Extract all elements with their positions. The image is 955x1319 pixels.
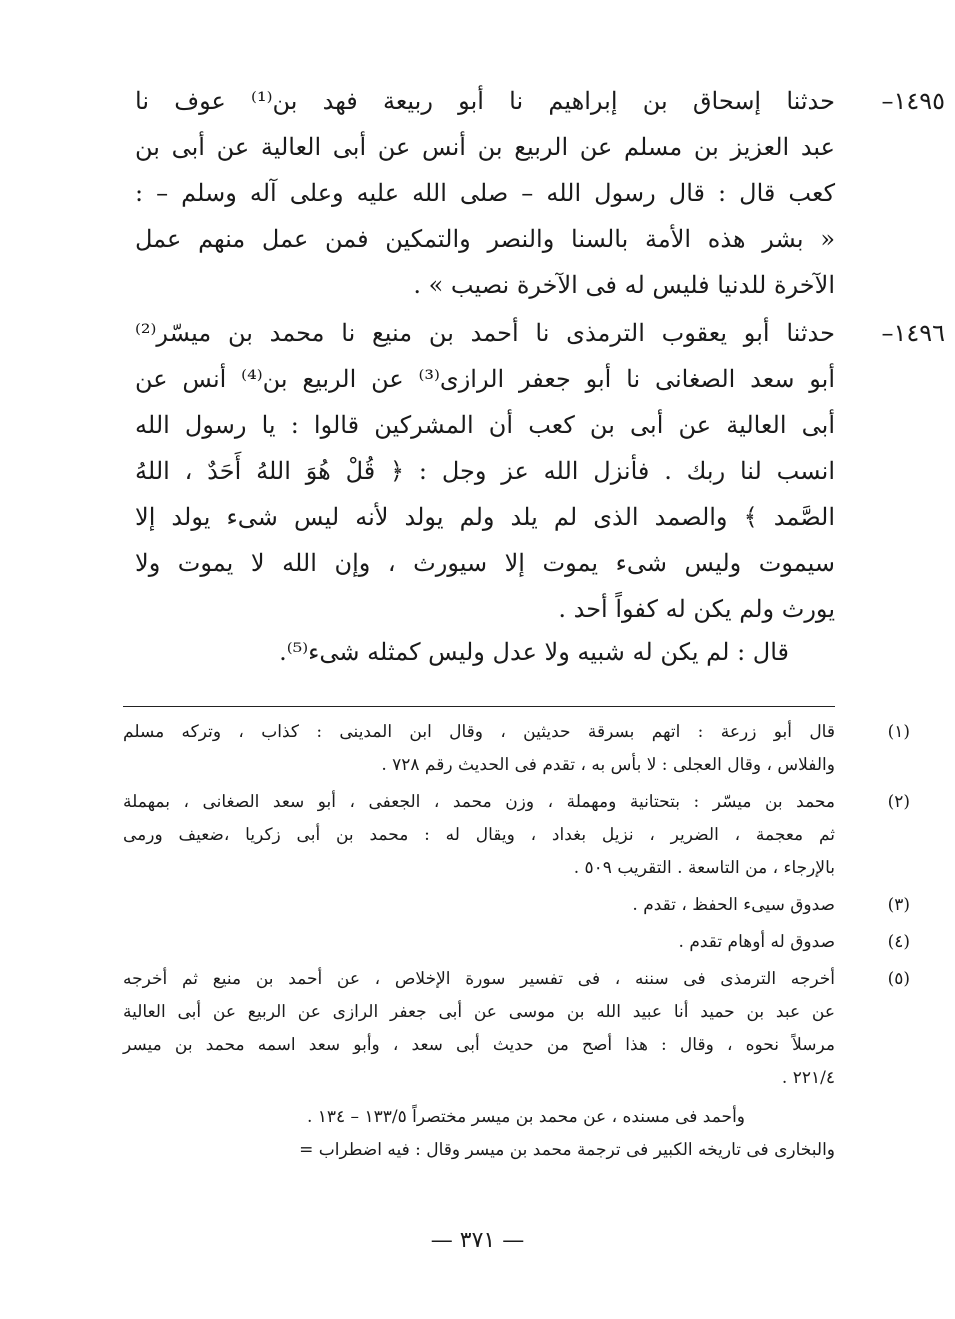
footnotes <box>123 716 910 1171</box>
hadith-line: الصَّمد ﴾ والصمد الذى لم يلد ولم يولد لأنه ليس شىء يولد إلا <box>135 503 835 531</box>
footnote-line: بالإرجاء ، من التاسعة . التقريب ٥٠٩ . <box>573 858 835 878</box>
footnote-marker: (٤) <box>887 932 910 952</box>
hadith-line: حدثنا أبو يعقوب الترمذى نا أحمد بن منيع نا محمد بن ميسّر⁽²⁾ <box>135 319 835 347</box>
footnote-line: ٢٢١/٤ . <box>781 1068 835 1088</box>
footnote-continuation <box>123 1101 835 1167</box>
footnote-marker: (٥) <box>887 969 910 989</box>
footnote-line: والبخارى فى تاريخه الكبير فى ترجمة محمد بن ميسر وقال : فيه اضطراب = <box>299 1140 835 1160</box>
footnote-line: عن عبد بن حميد أنا عبيد الله بن موسى عن أبى جعفر الرازى عن الربيع عن أبى العالية <box>123 1002 835 1022</box>
footnote-marker: (١) <box>887 722 910 742</box>
page-number: — ٣٧١ — <box>430 1228 525 1253</box>
hadith-number: ١٤٩٦– <box>881 319 945 347</box>
hadith-1496 <box>135 310 945 672</box>
footnote-line: وأحمد فى مسنده ، عن محمد بن ميسر مختصراً ١٣٣/٥ – ١٣٤ . <box>306 1107 745 1127</box>
footnote-2 <box>123 786 910 885</box>
footnote-line: مرسلاً نحوه ، وقال : هذا أصح من حديث أبى سعد ، وأبو سعد اسمه محمد بن ميسر <box>123 1035 835 1055</box>
footnote-5 <box>123 963 910 1167</box>
hadith-closing: قال : لم يكن له شبيه ولا عدل وليس كمثله شىء⁽⁵⁾. <box>279 638 789 666</box>
hadith-line: كعب قال : قال رسول الله – صلى الله عليه وعلى آله وسلم – : <box>135 179 835 207</box>
hadith-line: حدثنا إسحاق بن إبراهيم نا أبو ربيعة فهد بن⁽¹⁾ عوف نا <box>135 87 835 115</box>
hadith-line: عبد العزيز بن مسلم عن الربيع بن أنس عن أبى العالية عن أبى بن <box>135 133 835 161</box>
footnote-line: محمد بن ميسّر : بتحتانية ومهملة ، وزن محمد ، الجعفى ، أبو سعد الصغانى ، بمهملة <box>123 792 835 812</box>
footnote-line: صدوق له أوهام تقدم . <box>678 932 835 952</box>
footnote-line: والفلاس ، وقال العجلى : لا بأس به ، تقدم فى الحديث رقم ٧٢٨ . <box>381 755 835 775</box>
hadith-line: انسب لنا ربك . فأنزل الله عز وجل : ﴿ قُلْ هُوَ اللهُ أَحَدٌ ، اللهُ <box>135 457 835 485</box>
footnote-marker: (٣) <box>887 895 910 915</box>
hadith-line: أبى العالية عن أبى بن كعب أن المشركين قالوا : يا رسول الله <box>135 411 835 439</box>
hadith-line: « بشر هذه الأمة بالسنا والنصر والتمكين فمن عمل منهم عمل <box>135 225 835 253</box>
footnote-1 <box>123 716 910 782</box>
footnote-line: ثم معجمة ، الضرير ، نزيل بغداد ، ويقال له : محمد بن أبى زكريا ،ضعيف ورمى <box>123 825 835 845</box>
hadith-1495 <box>135 78 945 308</box>
hadith-number: ١٤٩٥– <box>881 87 945 115</box>
footnote-3 <box>123 889 910 922</box>
hadith-line: سيموت وليس شىء يموت إلا سيورث ، وإن الله لا يموت ولا <box>135 549 835 577</box>
hadith-line: الآخرة للدنيا فليس له فى الآخرة نصيب » . <box>413 271 835 299</box>
footnote-line: صدوق سيىء الحفظ ، تقدم . <box>632 895 835 915</box>
footnote-divider <box>123 706 835 707</box>
footnote-line: أخرجه الترمذى فى سننه ، فى تفسير سورة الإخلاص ، عن أحمد بن منيع ثم أخرجه <box>123 969 835 989</box>
footnote-4 <box>123 926 910 959</box>
hadith-line: أبو سعد الصغانى نا أبو جعفر الرازى⁽³⁾ عن الربيع بن⁽⁴⁾ أنس عن <box>135 365 835 393</box>
footnote-marker: (٢) <box>887 792 910 812</box>
hadith-line: يورث ولم يكن له كفواً أحد . <box>558 595 835 623</box>
footnote-line: قال أبو زرعة : اتهم بسرقة حديثين ، وقال ابن المدينى : كذاب ، وتركه مسلم <box>123 722 835 742</box>
